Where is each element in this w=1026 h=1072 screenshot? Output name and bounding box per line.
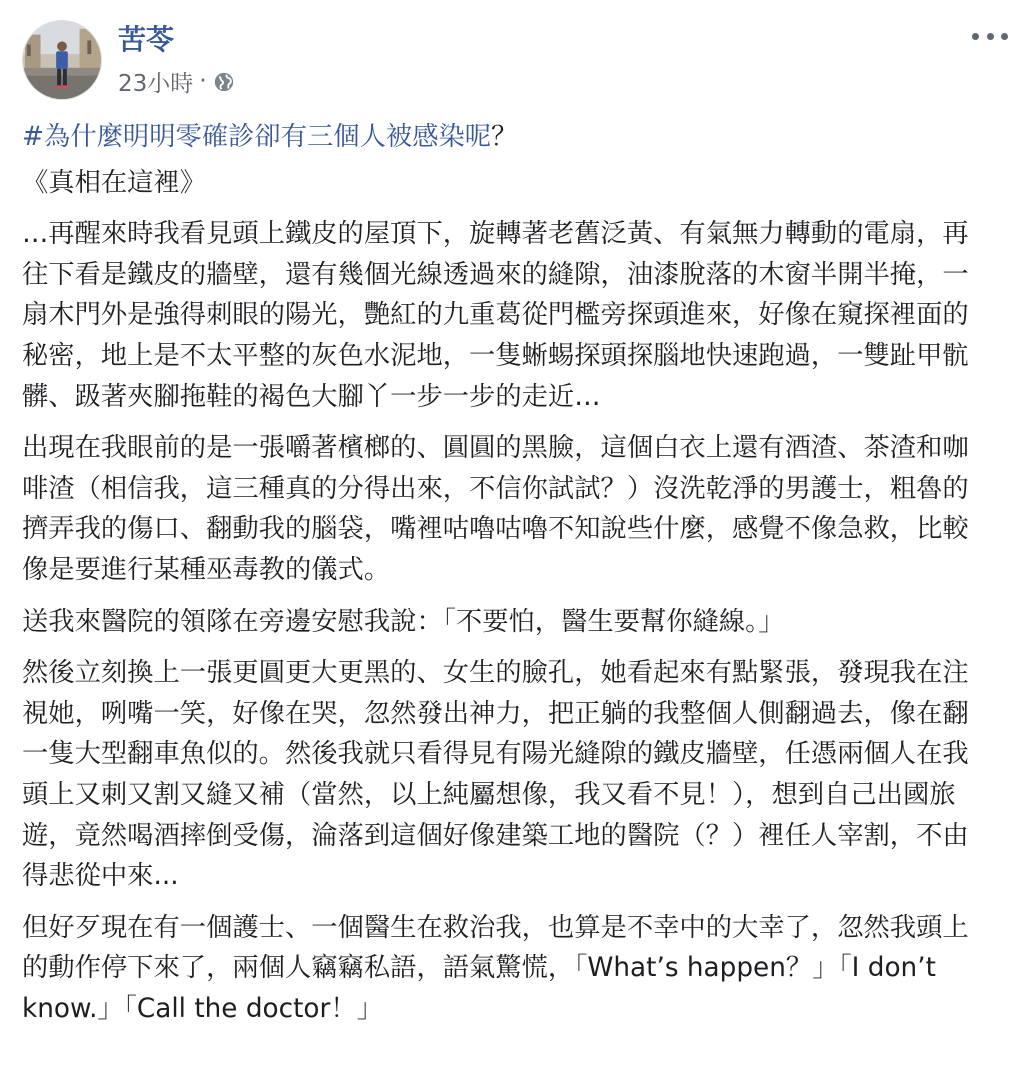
post-paragraph: 然後立刻換上一張更圓更大更黑的、女生的臉孔，她看起來有點緊張，發現我在注視她，咧嘴一笑，好像在哭，忽然發出神力，把正躺的我整個人側翻過去，像在翻一隻大型翻車魚似的。然後我就只看得見有陽光縫隙的鐵皮牆壁，任憑兩個人在我頭上又刺又割又縫又補（當然，以上純屬想像，我又看不見！），想到自己出國旅遊，竟然喝酒摔倒受傷，淪落到這個好像建築工地的醫院（？）裡任人宰割，不由得悲從中來... bbox=[22, 658, 969, 892]
hashtag-line bbox=[22, 117, 990, 158]
post-paragraph: 但好歹現在有一個護士、一個醫生在救治我，也算是不幸中的大幸了，忽然我頭上的動作停下來了，兩個人竊竊私語，語氣驚慌，「What’s happen？」「I don’t know.」「Call the doctor！」 bbox=[22, 912, 969, 1024]
more-horizontal-icon bbox=[972, 33, 979, 40]
avatar[interactable] bbox=[22, 20, 102, 100]
post-meta bbox=[118, 64, 235, 98]
meta-separator: · bbox=[199, 68, 207, 94]
post-timestamp[interactable]: 23小時 bbox=[118, 70, 194, 97]
more-horizontal-icon bbox=[987, 33, 994, 40]
author-name[interactable]: 苦苓 bbox=[118, 23, 175, 56]
more-horizontal-icon bbox=[1001, 33, 1008, 40]
hashtag-link[interactable]: #為什麼明明零確診卻有三個人被感染呢 bbox=[22, 122, 492, 152]
post-subtitle: 《真相在這裡》 bbox=[22, 167, 207, 198]
hashtag-suffix: ？ bbox=[491, 122, 518, 152]
post-paragraph: …再醒來時我看見頭上鐵皮的屋頂下，旋轉著老舊泛黃、有氣無力轉動的電扇，再往下看是鐵皮的牆壁，還有幾個光線透過來的縫隙，油漆脫落的木窗半開半掩，一扇木門外是強得刺眼的陽光，艷紅的九重葛從門檻旁探頭進來，好像在窺探裡面的秘密，地上是不太平整的灰色水泥地，一隻蜥蜴探頭探腦地快速跑過，一雙趾甲骯髒、趿著夾腳拖鞋的褐色大腳丫一步一步的走近… bbox=[22, 219, 969, 412]
avatar-photo bbox=[23, 21, 101, 99]
more-options-button[interactable] bbox=[972, 24, 1008, 48]
globe-icon[interactable] bbox=[213, 71, 235, 93]
post-paragraph: 出現在我眼前的是一張嚼著檳榔的、圓圓的黑臉，這個白衣上還有酒渣、茶渣和咖啡渣（相信我，這三種真的分得出來，不信你試試？）沒洗乾淨的男護士，粗魯的擠弄我的傷口、翻動我的腦袋，嘴裡咕嚕咕嚕不知說些什麼，感覺不像急救，比較像是要進行某種巫毒教的儀式。 bbox=[22, 433, 969, 585]
post-content bbox=[22, 117, 990, 1040]
post-paragraph: 送我來醫院的領隊在旁邊安慰我說：「不要怕，醫生要幫你縫線。」 bbox=[22, 606, 785, 637]
